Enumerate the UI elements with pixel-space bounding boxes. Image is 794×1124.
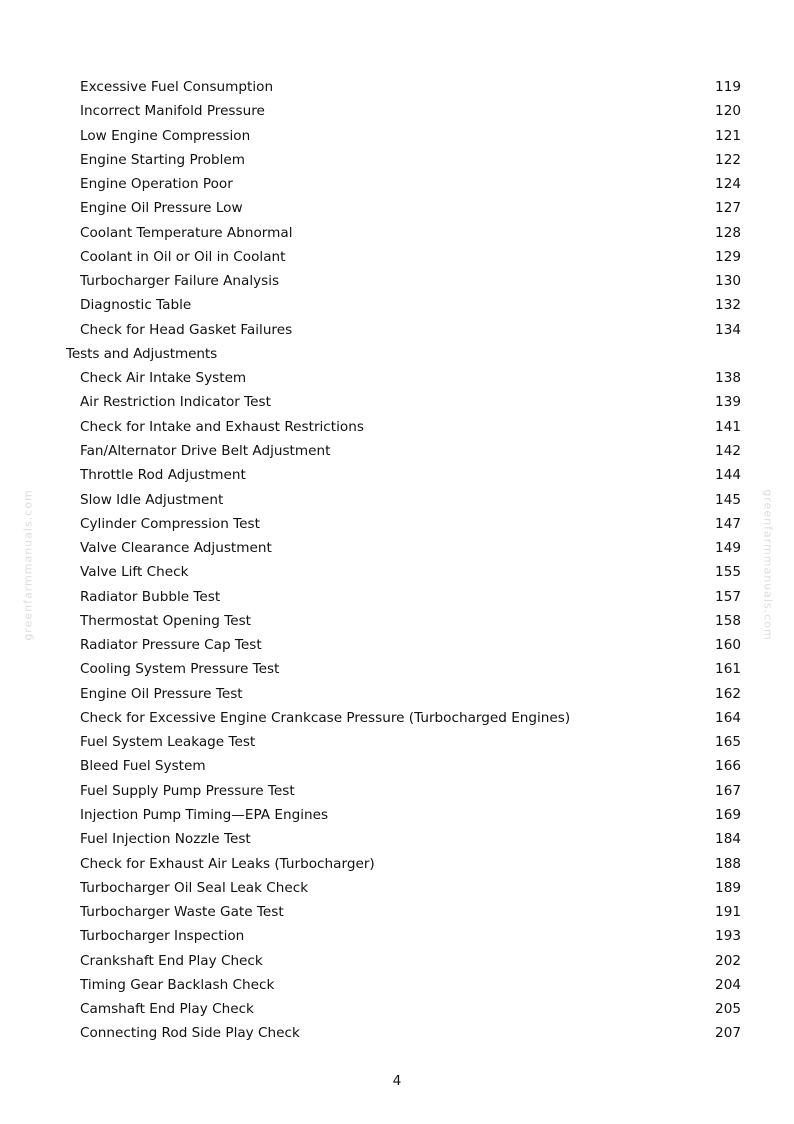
toc-entry-page: 155: [715, 564, 741, 581]
toc-entry-page: 166: [715, 758, 741, 775]
toc-entry[interactable]: [0, 560, 794, 584]
toc-entry[interactable]: [0, 293, 794, 317]
toc-entry[interactable]: [0, 900, 794, 924]
toc-entry-title: Engine Oil Pressure Low: [80, 200, 243, 217]
toc-entry-page: 165: [715, 734, 741, 751]
toc-entry-title: Check for Excessive Engine Crankcase Pressure (Turbocharged Engines): [80, 709, 571, 726]
toc-entry-title: Cylinder Compression Test: [80, 515, 260, 532]
toc-entry-page: 134: [715, 321, 741, 338]
toc-entry[interactable]: [0, 973, 794, 997]
toc-entry-title: Injection Pump Timing—EPA Engines: [80, 806, 329, 823]
toc-entry-title: Fuel Supply Pump Pressure Test: [80, 782, 295, 799]
toc-entry-title: Valve Lift Check: [80, 564, 189, 581]
toc-entry-title: Thermostat Opening Test: [80, 612, 252, 629]
toc-entry-title: Cooling System Pressure Test: [80, 661, 280, 678]
toc-entry[interactable]: [0, 99, 794, 123]
toc-entry-page: 169: [715, 806, 741, 823]
toc-entry-title: Timing Gear Backlash Check: [80, 976, 275, 993]
toc-entry-page: 207: [715, 1025, 741, 1042]
toc-entry[interactable]: [0, 75, 794, 99]
toc-entry-page: 132: [715, 297, 741, 314]
toc-entry[interactable]: [0, 657, 794, 681]
page-number: 4: [392, 1073, 402, 1089]
toc-entry-page: 191: [715, 904, 741, 921]
toc-entry-title: Check Air Intake System: [80, 370, 247, 387]
toc-entry-title: Turbocharger Inspection: [80, 928, 245, 945]
watermark-right: greenfarmmanuals.com: [761, 489, 775, 641]
toc-entry[interactable]: [0, 269, 794, 293]
toc-entry-title: Low Engine Compression: [80, 127, 251, 144]
toc-entry-page: 139: [715, 394, 741, 411]
toc-entry-title: Connecting Rod Side Play Check: [80, 1025, 300, 1042]
toc-entry[interactable]: [0, 512, 794, 536]
toc-entry-page: 202: [715, 952, 741, 969]
toc-entry-page: 127: [715, 200, 741, 217]
toc-entry[interactable]: [0, 366, 794, 390]
toc-entry-page: 147: [715, 515, 741, 532]
toc-entry[interactable]: [0, 997, 794, 1021]
toc-entry[interactable]: [0, 390, 794, 414]
toc-entry-page: 144: [715, 467, 741, 484]
toc-entry-title: Turbocharger Oil Seal Leak Check: [80, 879, 309, 896]
toc-section-heading: [0, 342, 794, 366]
toc-entry-page: 193: [715, 928, 741, 945]
toc-entry-title: Turbocharger Failure Analysis: [80, 273, 280, 290]
toc-entry[interactable]: [0, 730, 794, 754]
toc-entry[interactable]: [0, 827, 794, 851]
toc-entry-page: 120: [715, 103, 741, 120]
toc-entry-page: 189: [715, 879, 741, 896]
toc-entry-page: 138: [715, 370, 741, 387]
toc-entry[interactable]: [0, 633, 794, 657]
toc-entry-page: 141: [715, 418, 741, 435]
toc-entry-page: 128: [715, 224, 741, 241]
toc-entry[interactable]: [0, 148, 794, 172]
toc-entry-title: Check for Head Gasket Failures: [80, 321, 293, 338]
toc-entry-page: 205: [715, 1001, 741, 1018]
toc-entry[interactable]: [0, 318, 794, 342]
toc-entry[interactable]: [0, 196, 794, 220]
toc-entry-page: 130: [715, 273, 741, 290]
toc-entry[interactable]: [0, 706, 794, 730]
toc-entry[interactable]: [0, 585, 794, 609]
toc-entry-title: Check for Exhaust Air Leaks (Turbocharger): [80, 855, 375, 872]
toc-entry-title: Radiator Bubble Test: [80, 588, 221, 605]
toc-entry-page: 119: [715, 79, 741, 95]
toc-entry-title: Slow Idle Adjustment: [80, 491, 224, 508]
toc-entry-title: Fuel Injection Nozzle Test: [80, 831, 251, 848]
toc-entry-page: 167: [715, 782, 741, 799]
toc-entry[interactable]: [0, 609, 794, 633]
toc-entry[interactable]: [0, 221, 794, 245]
toc-entry-title: Throttle Rod Adjustment: [80, 467, 246, 484]
toc-entry-page: 188: [715, 855, 741, 872]
toc-entry-title: Coolant Temperature Abnormal: [80, 224, 293, 241]
toc-entry[interactable]: [0, 536, 794, 560]
toc-entry[interactable]: [0, 439, 794, 463]
toc-entry-page: 121: [715, 127, 741, 144]
toc-entry-page: 124: [715, 176, 741, 193]
toc-entry-title: Engine Oil Pressure Test: [80, 685, 243, 702]
toc-entry-title: Camshaft End Play Check: [80, 1001, 254, 1018]
toc-entry-page: 204: [715, 976, 741, 993]
toc-entry-title: Crankshaft End Play Check: [80, 952, 263, 969]
toc-entry-page: 149: [715, 540, 741, 557]
toc-entry-title: Fuel System Leakage Test: [80, 734, 256, 751]
toc-entry-title: Excessive Fuel Consumption: [80, 79, 274, 95]
toc-entry-page: 122: [715, 151, 741, 168]
toc-entry-title: Turbocharger Waste Gate Test: [80, 904, 284, 921]
table-of-contents: [0, 75, 794, 1046]
toc-entry[interactable]: [0, 124, 794, 148]
toc-entry-title: Check for Intake and Exhaust Restrictions: [80, 418, 364, 435]
toc-entry-page: 184: [715, 831, 741, 848]
toc-entry[interactable]: [0, 754, 794, 778]
toc-entry-title: Coolant in Oil or Oil in Coolant: [80, 248, 286, 265]
toc-entry-title: Diagnostic Table: [80, 297, 192, 314]
toc-entry[interactable]: [0, 172, 794, 196]
toc-entry[interactable]: [0, 245, 794, 269]
toc-entry-page: 158: [715, 612, 741, 629]
toc-entry-page: 142: [715, 442, 741, 459]
toc-heading-title: Tests and Adjustments: [66, 345, 218, 362]
toc-entry[interactable]: [0, 463, 794, 487]
toc-entry-page: 157: [715, 588, 741, 605]
toc-entry[interactable]: [0, 852, 794, 876]
toc-entry-page: 129: [715, 248, 741, 265]
toc-entry[interactable]: [0, 803, 794, 827]
toc-entry-page: 164: [715, 709, 741, 726]
toc-entry-title: Radiator Pressure Cap Test: [80, 637, 262, 654]
toc-entry[interactable]: [0, 876, 794, 900]
toc-entry-title: Engine Starting Problem: [80, 151, 246, 168]
toc-entry-title: Fan/Alternator Drive Belt Adjustment: [80, 442, 331, 459]
toc-entry-title: Air Restriction Indicator Test: [80, 394, 271, 411]
toc-entry[interactable]: [0, 682, 794, 706]
toc-entry[interactable]: [0, 1021, 794, 1045]
toc-entry[interactable]: [0, 488, 794, 512]
toc-entry[interactable]: [0, 924, 794, 948]
toc-entry-page: 145: [715, 491, 741, 508]
toc-entry-title: Valve Clearance Adjustment: [80, 540, 272, 557]
toc-entry-title: Bleed Fuel System: [80, 758, 206, 775]
toc-entry[interactable]: [0, 779, 794, 803]
toc-entry-title: Engine Operation Poor: [80, 176, 233, 193]
toc-entry-title: Incorrect Manifold Pressure: [80, 103, 265, 120]
toc-entry-page: 161: [715, 661, 741, 678]
toc-entry[interactable]: [0, 949, 794, 973]
watermark-left: greenfarmmanuals.com: [21, 489, 35, 641]
toc-entry-page: 160: [715, 637, 741, 654]
toc-entry[interactable]: [0, 415, 794, 439]
toc-entry-page: 162: [715, 685, 741, 702]
